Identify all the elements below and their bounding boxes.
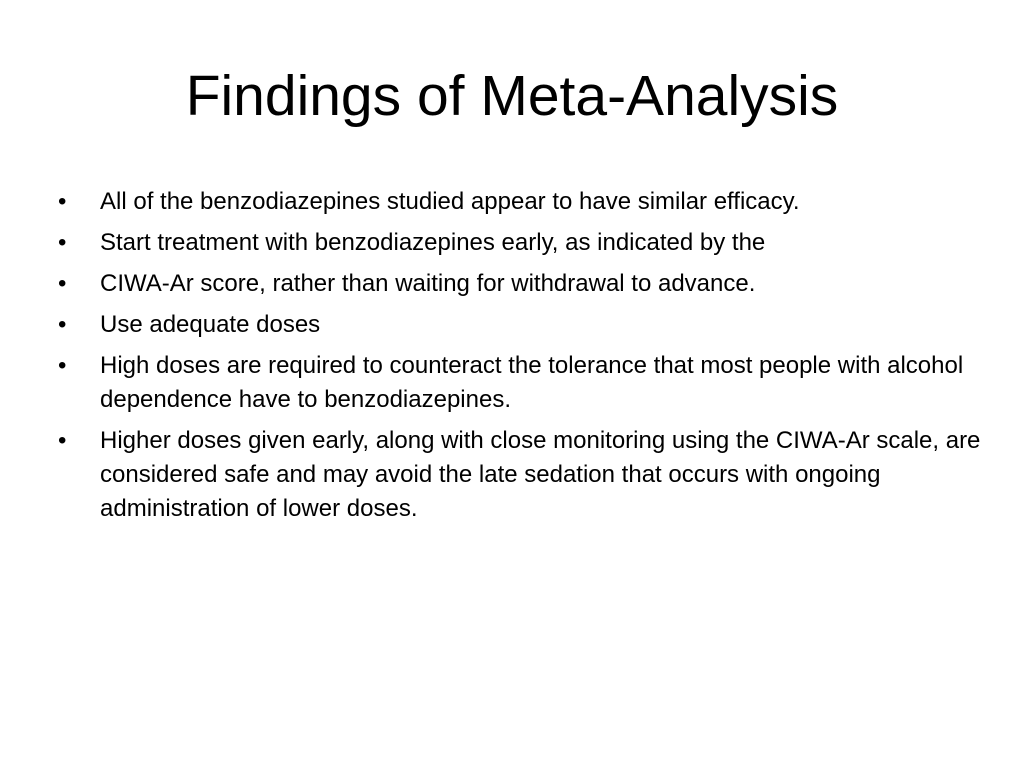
bullet-dot-icon: • bbox=[58, 229, 67, 256]
bullet-item bbox=[58, 267, 988, 301]
bullet-item bbox=[58, 226, 988, 260]
bullet-item bbox=[58, 308, 988, 342]
bullet-item bbox=[58, 185, 988, 219]
bullet-dot-icon: • bbox=[58, 352, 67, 379]
bullet-text: Higher doses given early, along with close monitoring using the CIWA-Ar scale, are considered safe and may avoid the late sedation that occurs with ongoing administration of lower doses. bbox=[100, 427, 981, 522]
bullet-text: CIWA-Ar score, rather than waiting for withdrawal to advance. bbox=[100, 270, 756, 297]
slide-title: Findings of Meta-Analysis bbox=[185, 64, 839, 128]
bullet-item bbox=[58, 349, 988, 417]
bullet-text: Start treatment with benzodiazepines early, as indicated by the bbox=[100, 229, 766, 256]
bullet-dot-icon: • bbox=[58, 427, 67, 454]
bullet-dot-icon: • bbox=[58, 311, 67, 338]
bullet-text: Use adequate doses bbox=[100, 311, 321, 338]
bullet-text: High doses are required to counteract the tolerance that most people with alcohol dependence have to benzodiazepines. bbox=[100, 352, 964, 413]
bullet-item bbox=[58, 424, 988, 526]
bullet-dot-icon: • bbox=[58, 270, 67, 297]
bullet-dot-icon: • bbox=[58, 188, 67, 215]
bullet-list bbox=[58, 185, 988, 533]
bullet-text: All of the benzodiazepines studied appear to have similar efficacy. bbox=[100, 188, 800, 215]
